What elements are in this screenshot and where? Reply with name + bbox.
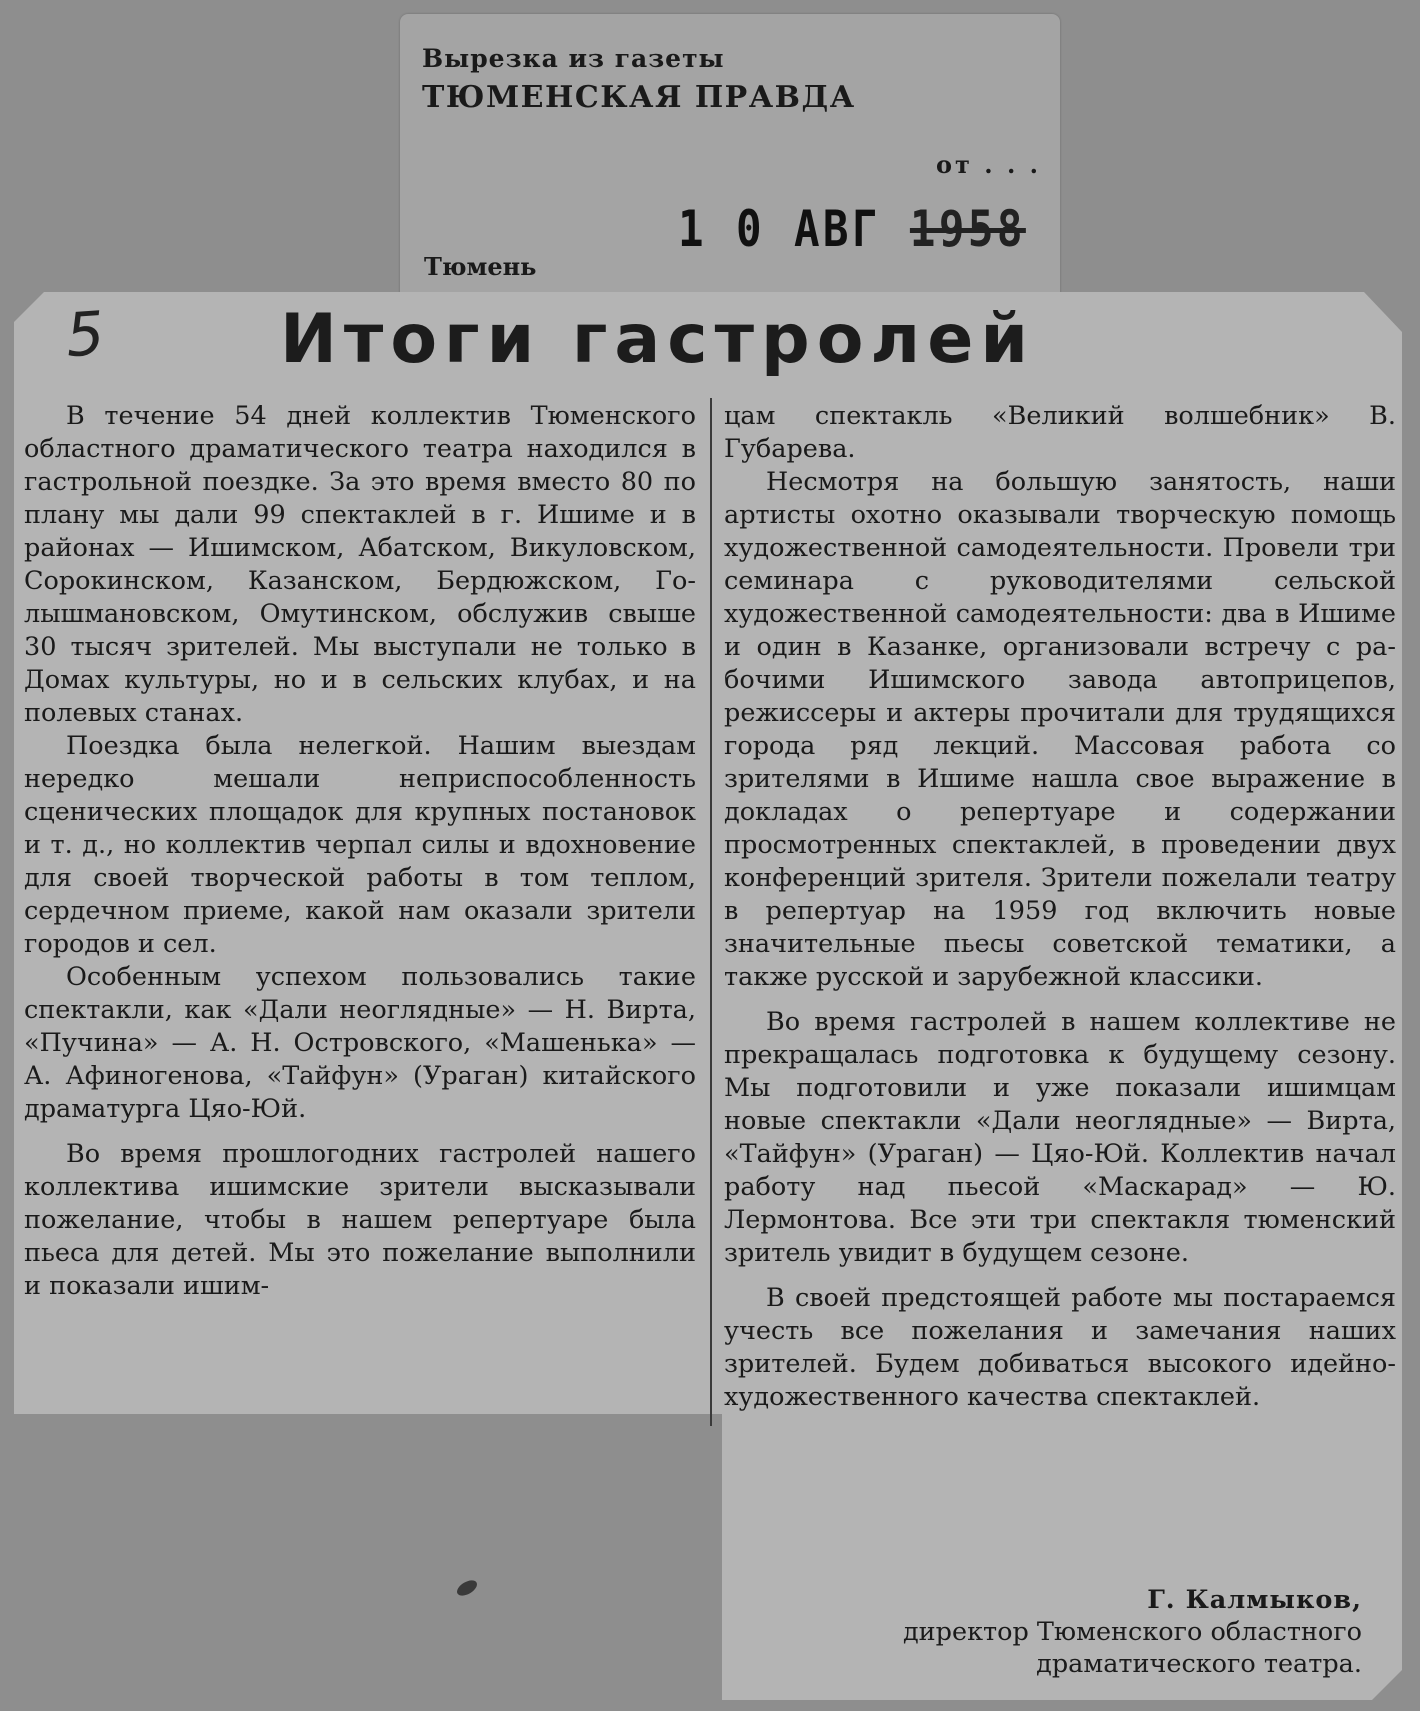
paragraph: Во время прошлогодних гастролей нашего коллектива ишимские зрители высказывали пожелание, чтобы в нашем репертуаре была пьеса для детей. Мы это пожелание выполнили и показали ишим-: [24, 1139, 696, 1301]
author-title: директор Тюменского областного: [902, 1617, 1362, 1647]
author-name: Г. Калмыков,: [1147, 1585, 1362, 1615]
paragraph: Во время гастролей в нашем коллективе не прекращалась подготовка к будущему сезону. Мы подготовили и уже показали ишимцам новые спектакли «Дали неоглядные» — Вирта, «Тайфун» (Ураган) — Цяо-Юй. Коллектив начал работу над пьесой «Маскарад» — Ю. Лермонтова. Все эти три спектакля тюменский зритель увидит в будущем сезоне.: [724, 1007, 1396, 1268]
date-prefix: от . . .: [936, 150, 1042, 179]
date-stamp: [678, 200, 1026, 258]
paragraph: В своей предстоящей работе мы постараемся учесть все пожелания и замечания наших зрителей. Будем добиваться высокого идейно-художественного качества спектаклей.: [724, 1283, 1396, 1412]
handwritten-mark: 5: [63, 298, 107, 372]
article-signature: [740, 1584, 1362, 1680]
paragraph: цам спектакль «Великий волшебник» В. Губарева.: [724, 401, 1396, 464]
date-stamp-year: 1958: [909, 200, 1026, 258]
paragraph: Поездка была нелегкой. Нашим выездам нередко мешали неприспособленность сценических площадок для крупных постановок и т. д., но коллектив черпал силы и вдохновение для своей творческой работы в том теплом, сердечном приеме, какой нам оказали зрители городов и сел.: [24, 731, 696, 959]
paragraph: Несмотря на большую занятость, наши артисты охотно оказывали творческую помощь художественной самодеятельности. Провели три семинара с руководителями сельской художественной самодеятельности: два в Ишиме и один в Казанке, организовали встречу с рабочими Ишимского завода автоприцепов, режиссеры и актеры прочитали для трудящихся города ряд лекций. Массовая работа со зрителями в Ишиме нашла свое выражение в докладах о репертуаре и содержании просмотренных спектаклей, в проведении двух конференций зрителя. Зрители пожелали театру в репертуар на 1959 год включить новые значительные пьесы советской тематики, а также русской и зарубежной классики.: [724, 467, 1396, 992]
newspaper-name: ТЮМЕНСКАЯ ПРАВДА: [422, 80, 856, 115]
column-divider: [710, 398, 712, 1426]
paragraph: Особенным успехом пользовались такие спектакли, как «Дали неоглядные» — Н. Вирта, «Пучина» — А. Н. Островского, «Машенька» — А. Афиногенова, «Тайфун» (Ураган) китайского драматурга Цяо-Юй.: [24, 962, 696, 1124]
article-column-left: [24, 400, 696, 1303]
paragraph: В течение 54 дней коллектив Тюменского областного драматического театра находился в гастрольной поездке. За это время вместо 80 по плану мы дали 99 спектаклей в г. Ишиме и в районах — Ишимском, Абатском, Викуловском, Сорокинском, Казанском, Бердюжском, Голышмановском, Омутинском, обслужив свыше 30 тысяч зрителей. Мы выступали не только в Домах культуры, но и в сельских клубах, и на полевых станах.: [24, 401, 696, 728]
date-stamp-day: 1 0 АВГ: [678, 200, 881, 258]
ink-smudge: [454, 1577, 479, 1598]
clipping-source-label: Вырезка из газеты: [422, 44, 725, 73]
article-title: Итоги гастролей: [280, 300, 1035, 379]
article-column-right: [724, 400, 1396, 1414]
author-title: драматического театра.: [1036, 1649, 1362, 1679]
city-label: Тюмень: [424, 252, 537, 281]
